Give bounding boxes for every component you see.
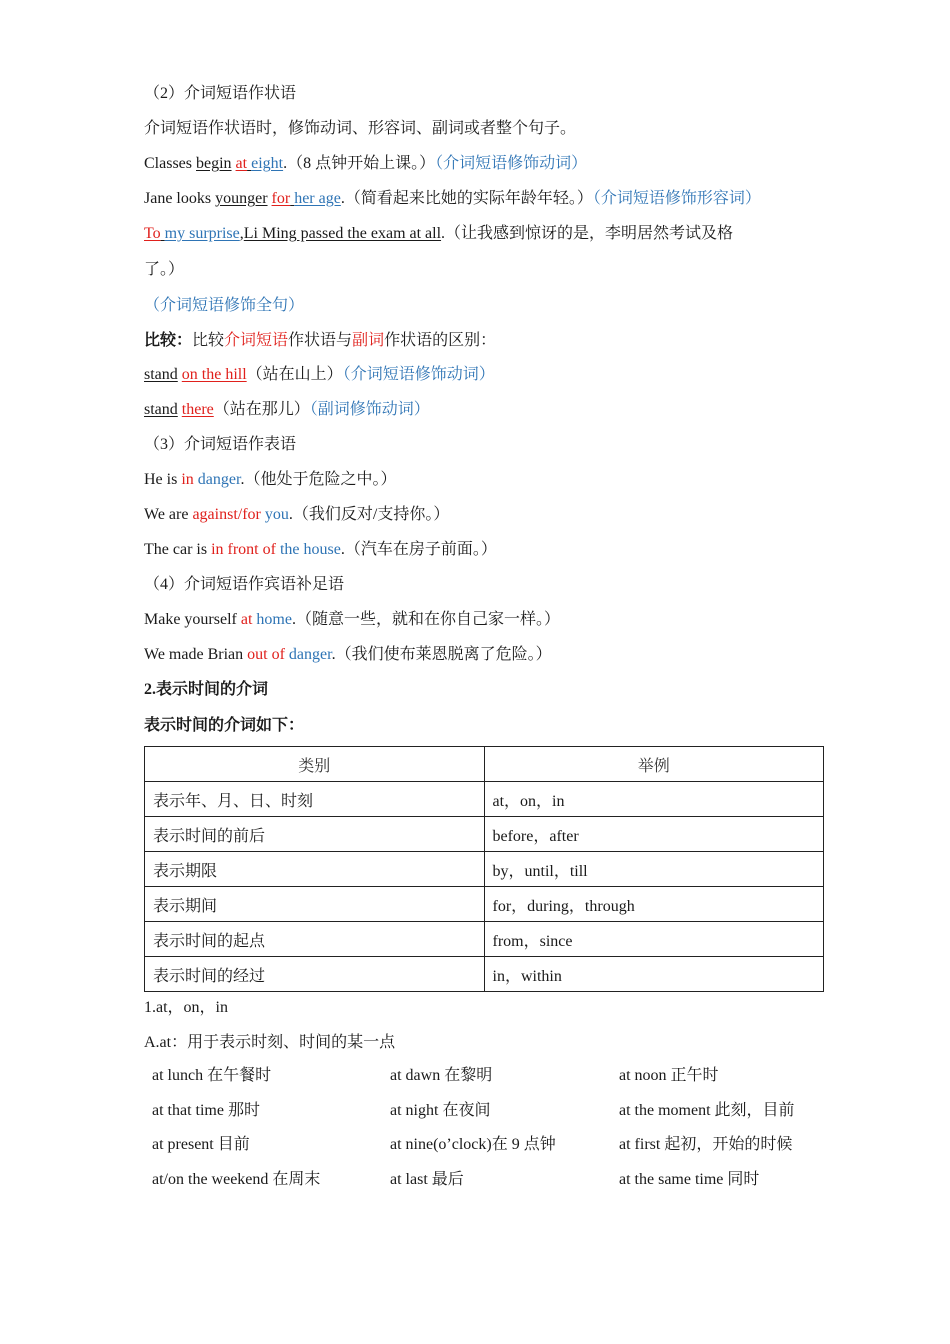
phrase-item: at nine(o’clock)在 9 点钟: [390, 1136, 556, 1153]
table-header-category: 类别: [145, 747, 485, 782]
underlined-verb: begin: [196, 155, 232, 172]
phrase-item: at the moment 此刻，目前: [619, 1101, 795, 1119]
table-header-example: 举例: [484, 747, 824, 782]
table-header-row: [145, 747, 824, 782]
example-surprise-cont: 了。）: [144, 261, 185, 278]
compare-example-hill: stand on the hill（站在山上）（介词短语修饰动词）: [144, 366, 495, 383]
example-classes: [144, 154, 587, 174]
note-sentence: （介词短语修饰全句）: [144, 297, 305, 314]
adverbial-intro: 介词短语作状语时，修饰动词、形容词、副词或者整个句子。: [144, 120, 577, 137]
table-cell-example: before，after: [484, 817, 824, 852]
complement-example-2: We made Brian out of danger.（我们使布莱恩脱离了危险。）: [144, 646, 552, 663]
translation: .（简看起来比她的实际年龄年轻。）: [340, 190, 593, 207]
section-heading-adverbial: （2）介词短语作状语: [144, 85, 297, 102]
underlined-clause: Li Ming passed the exam at all: [243, 225, 442, 242]
section-title-time-prepositions: 2.表示时间的介词: [144, 681, 269, 698]
object: eight: [251, 155, 284, 172]
table-cell-category: 表示时间的前后: [145, 817, 485, 852]
text: Classes: [144, 155, 196, 172]
translation: .（8 点钟开始上课。）: [283, 155, 436, 172]
phrase-item: at/on the weekend 在周末: [152, 1170, 321, 1188]
phrase-item: at lunch 在午餐时: [152, 1067, 272, 1084]
table-cell-example: from，since: [484, 922, 824, 957]
section-heading-predicative: （3）介词短语作表语: [144, 436, 297, 453]
preposition: at: [235, 155, 248, 172]
predicative-example-1: He is in danger.（他处于危险之中。）: [144, 471, 397, 488]
compare-line: 比较：比较介词短语作状语与副词作状语的区别：: [144, 332, 497, 349]
phrase-item: at noon 正午时: [619, 1067, 719, 1084]
table-row: [145, 852, 824, 887]
phrase-item: at the same time 同时: [619, 1170, 760, 1188]
predicative-example-2: We are against/for you.（我们反对/支持你。）: [144, 506, 450, 523]
object: my surprise: [164, 225, 240, 242]
table-cell-example: for，during，through: [484, 887, 824, 922]
table-cell-example: at，on，in: [484, 782, 824, 817]
table-cell-category: 表示年、月、日、时刻: [145, 782, 485, 817]
table-row: [145, 782, 824, 817]
table-cell-category: 表示时间的起点: [145, 922, 485, 957]
table-row: [145, 887, 824, 922]
phrase-item: at last 最后: [390, 1170, 464, 1188]
time-prepositions-table: [144, 746, 824, 992]
note: （介词短语修饰动词）: [435, 155, 588, 172]
example-surprise: To my surprise,Li Ming passed the exam at all.（让我感到惊讶的是，李明居然考试及格: [144, 225, 734, 242]
phrase-item: at that time 那时: [152, 1101, 260, 1119]
phrase-item: at first 起初，开始的时候: [619, 1136, 793, 1153]
subsection-at-on-in: 1.at，on，in: [144, 999, 228, 1016]
note: （介词短语修饰形容词）: [592, 190, 761, 207]
underlined-adjective: younger: [215, 190, 268, 207]
phrase-item: at dawn 在黎明: [390, 1067, 493, 1084]
preposition: for: [271, 190, 291, 207]
table-cell-category: 表示时间的经过: [145, 957, 485, 992]
table-cell-category: 表示期限: [145, 852, 485, 887]
complement-example-1: Make yourself at home.（随意一些，就和在你自己家一样。）: [144, 611, 560, 628]
table-row: [145, 922, 824, 957]
compare-example-there: stand there（站在那儿）（副词修饰动词）: [144, 401, 430, 418]
table-cell-example: by，until，till: [484, 852, 824, 887]
table-cell-category: 表示期间: [145, 887, 485, 922]
table-row: [145, 817, 824, 852]
preposition: To: [144, 225, 161, 242]
phrase-item: at present 目前: [152, 1136, 250, 1153]
example-jane: Jane looks younger for her age.（简看起来比她的实际年龄年轻。）（介词短语修饰形容词）: [144, 190, 761, 207]
table-row: [145, 957, 824, 992]
predicative-example-3: The car is in front of the house.（汽车在房子前面。）: [144, 541, 497, 558]
table-cell-example: in，within: [484, 957, 824, 992]
object: her age: [294, 190, 341, 207]
section-heading-complement: （4）介词短语作宾语补足语: [144, 576, 345, 593]
translation: .（让我感到惊讶的是，李明居然考试及格: [441, 225, 734, 242]
compare-label: 比较：: [144, 332, 193, 349]
subsection-at: A.at：用于表示时刻、时间的某一点: [144, 1034, 396, 1051]
phrase-item: at night 在夜间: [390, 1101, 491, 1119]
section-subtitle: 表示时间的介词如下：: [144, 717, 305, 734]
